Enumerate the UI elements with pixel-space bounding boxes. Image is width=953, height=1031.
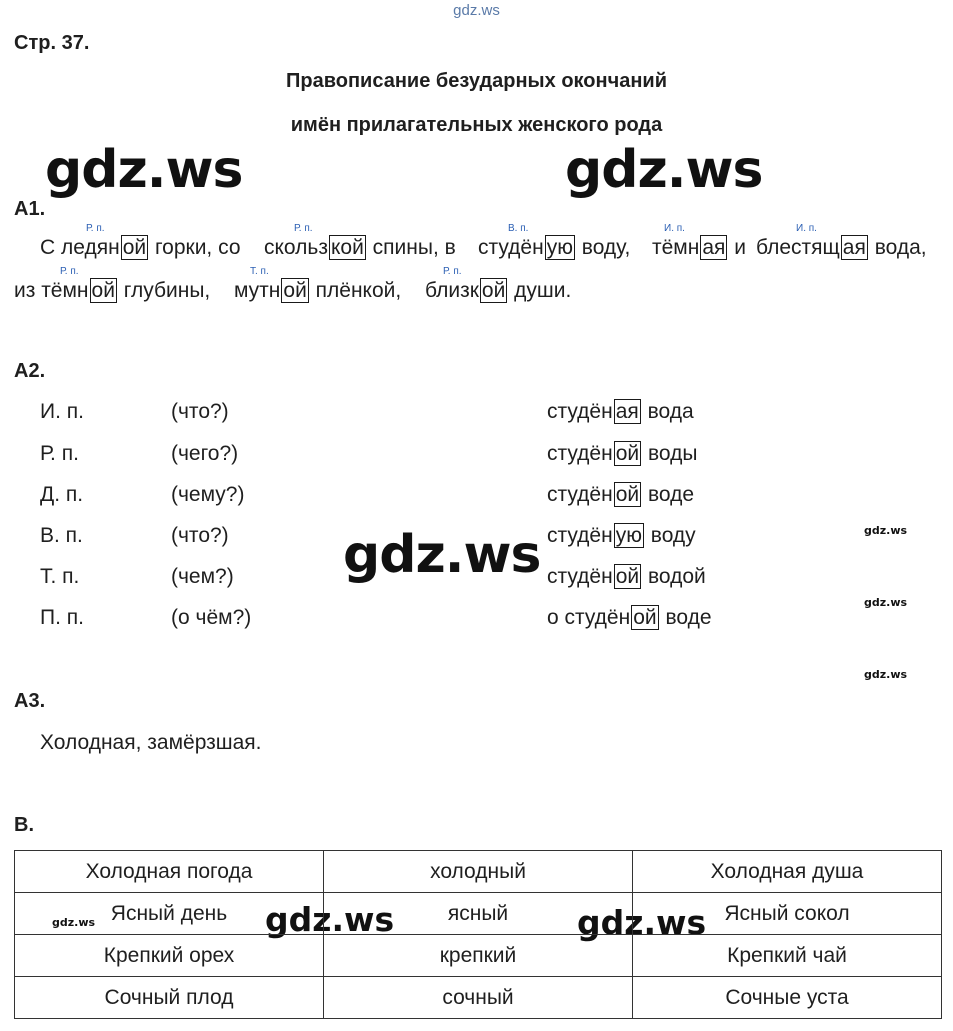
a1-phrase: И. п. блестящ ая вода,: [756, 223, 927, 259]
table-cell: сочный: [324, 977, 633, 1019]
table-row: [15, 935, 942, 977]
a2-phrase: студён ой водой: [547, 565, 706, 588]
ending-box: ой: [122, 236, 147, 259]
a3-answer: Холодная, замёрзшая.: [40, 731, 262, 754]
watermark-small: gdz.ws: [52, 916, 96, 929]
a1-phrase: Р. п. С ледян ой горки, со: [40, 223, 241, 259]
watermark-small: gdz.ws: [864, 668, 908, 681]
table-cell: Сочные уста: [633, 977, 942, 1019]
watermark-small: gdz.ws: [864, 524, 908, 537]
watermark: gdz.ws: [565, 140, 763, 200]
ending-box: ой: [633, 606, 657, 629]
a1-phrase: Р. п. из тёмн ой глубины,: [14, 266, 211, 302]
case-label: Р. п.: [60, 266, 79, 277]
table-cell: Крепкий орех: [15, 935, 324, 977]
a2-question: (что?): [171, 400, 229, 423]
a2-question: (что?): [171, 524, 229, 547]
a2-phrase: о студён ой воде: [547, 606, 712, 629]
case-label: Р. п.: [294, 223, 313, 234]
table-cell: Сочный плод: [15, 977, 324, 1019]
case-label: Р. п.: [86, 223, 105, 234]
table-row: [15, 851, 942, 893]
watermark: gdz.ws: [577, 903, 707, 942]
a2-case: В. п.: [40, 524, 83, 547]
table-cell: Холодная душа: [633, 851, 942, 893]
a2-case: Т. п.: [40, 565, 80, 588]
ending-box: ая: [615, 400, 639, 423]
section-b-label: В.: [14, 814, 34, 836]
a1-phrase: И. п. тёмн ая и: [652, 223, 746, 259]
ending-box: ой: [91, 279, 115, 302]
a1-phrase: Р. п. близк ой души.: [425, 266, 572, 302]
words-table: [14, 850, 942, 1019]
section-a3-label: А3.: [14, 690, 46, 712]
table-cell: Холодная погода: [15, 851, 324, 893]
table-row: [15, 977, 942, 1019]
case-label: И. п.: [796, 223, 817, 234]
table-cell: Ясный день: [15, 893, 324, 935]
case-label: И. п.: [664, 223, 685, 234]
top-watermark: gdz.ws: [453, 2, 500, 19]
a2-phrase: студён ая вода: [547, 400, 694, 423]
a1-phrase: Т. п. мутн ой плёнкой,: [234, 266, 402, 302]
section-a2-label: А2.: [14, 360, 46, 382]
ending-box: кой: [330, 236, 364, 259]
table-cell: Ясный сокол: [633, 893, 942, 935]
a2-phrase: студён ой воде: [547, 483, 695, 506]
a2-question: (чем?): [171, 565, 234, 588]
a1-phrase: Р. п. скольз кой спины, в: [264, 223, 456, 259]
table-cell: Крепкий чай: [633, 935, 942, 977]
ending-box: ой: [615, 483, 640, 506]
case-label: Р. п.: [443, 266, 462, 277]
watermark: gdz.ws: [265, 900, 395, 939]
a2-question: (чего?): [171, 442, 239, 465]
ending-box: ой: [481, 279, 506, 302]
ending-box: ую: [615, 524, 642, 547]
case-label: В. п.: [508, 223, 529, 234]
ending-box: ая: [842, 236, 866, 259]
ending-box: ую: [546, 236, 573, 259]
table-cell: холодный: [324, 851, 633, 893]
table-cell: крепкий: [324, 935, 633, 977]
section-a1-label: А1.: [14, 198, 46, 220]
table-cell: ясный: [324, 893, 633, 935]
a2-question: (о чём?): [171, 606, 252, 629]
a2-case: Д. п.: [40, 483, 84, 506]
ending-box: ой: [283, 279, 307, 302]
table-row: [15, 893, 942, 935]
watermark: gdz.ws: [45, 140, 243, 200]
page-number: Стр. 37.: [14, 32, 90, 54]
ending-box: ой: [615, 442, 640, 465]
a1-phrase: В. п. студён ую воду,: [478, 223, 631, 259]
watermark-small: gdz.ws: [864, 596, 908, 609]
ending-box: ая: [702, 236, 726, 259]
ending-box: ой: [615, 565, 640, 588]
page-title-line-1: Правописание безударных окончаний: [286, 70, 667, 92]
a2-case: И. п.: [40, 400, 84, 423]
page-title-line-2: имён прилагательных женского рода: [290, 114, 663, 136]
case-label: Т. п.: [250, 266, 269, 277]
a2-phrase: студён ую воду: [547, 524, 696, 547]
a2-case: П. п.: [40, 606, 84, 629]
a2-phrase: студён ой воды: [547, 442, 698, 465]
a2-case: Р. п.: [40, 442, 79, 465]
watermark: gdz.ws: [343, 525, 541, 585]
a2-question: (чему?): [171, 483, 245, 506]
